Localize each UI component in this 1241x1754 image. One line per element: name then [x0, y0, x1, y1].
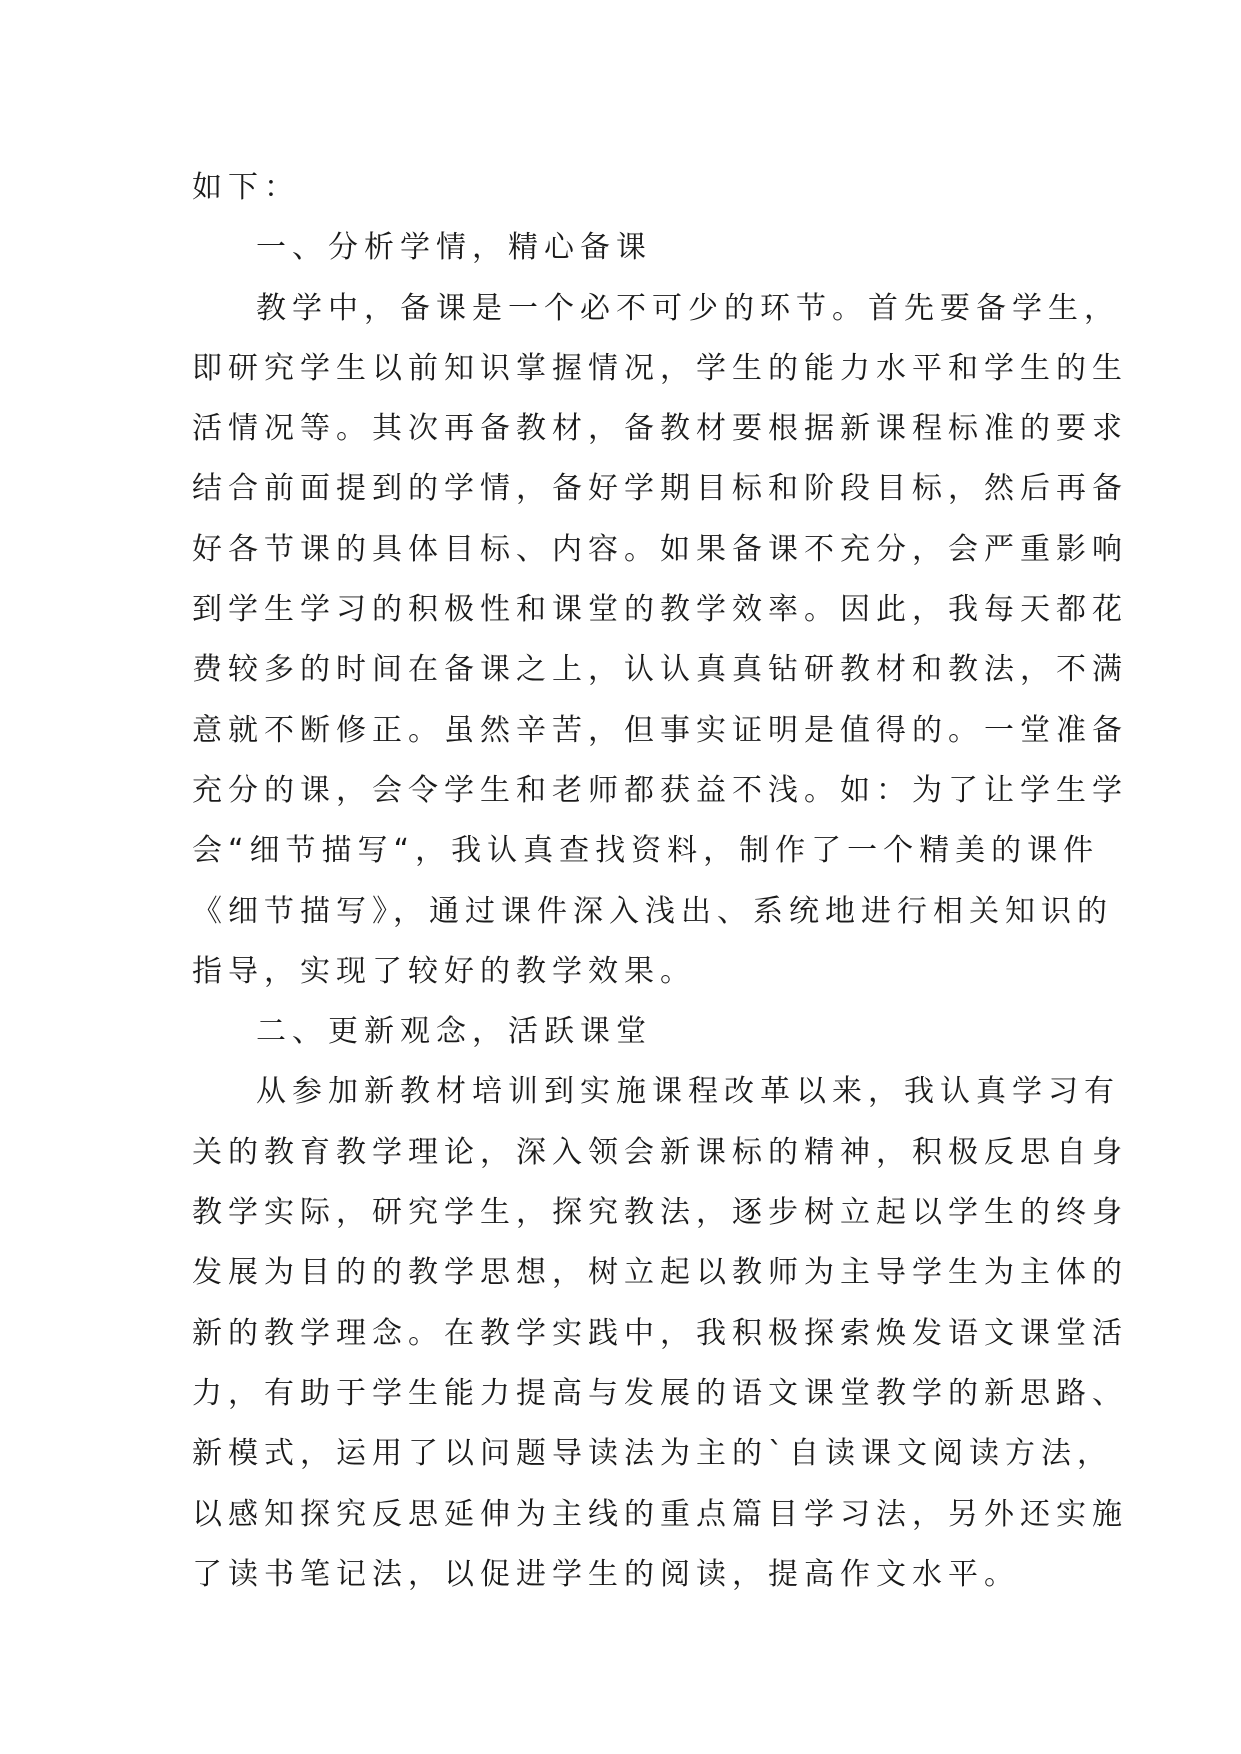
text-line: 费较多的时间在备课之上，认认真真钻研教材和教法，不满: [192, 652, 1128, 688]
text-line: 《细节描写》，通过课件深入浅出、系统地进行相关知识的: [192, 893, 1113, 929]
text-line: 结合前面提到的学情，备好学期目标和阶段目标，然后再备: [192, 471, 1128, 507]
text-line: 从参加新教材培训到实施课程改革以来，我认真学习有: [256, 1074, 1120, 1110]
text-line: 到学生学习的积极性和课堂的教学效率。因此，我每天都花: [192, 592, 1128, 628]
text-line: 好各节课的具体目标、内容。如果备课不充分，会严重影响: [192, 531, 1128, 567]
text-line: 发展为目的的教学思想，树立起以教师为主导学生为主体的: [192, 1255, 1128, 1291]
section-heading: 一、分析学情，精心备课: [256, 230, 652, 266]
text-line: 以感知探究反思延伸为主线的重点篇目学习法，另外还实施: [192, 1496, 1128, 1532]
text-line: 充分的课，会令学生和老师都获益不浅。如：为了让学生学: [192, 772, 1128, 808]
text-line: 即研究学生以前知识掌握情况，学生的能力水平和学生的生: [192, 350, 1128, 386]
text-line: 力，有助于学生能力提高与发展的语文课堂教学的新思路、: [192, 1375, 1128, 1411]
text-line: 活情况等。其次再备教材，备教材要根据新课程标准的要求: [192, 411, 1128, 447]
text-line: 会“细节描写“，我认真查找资料，制作了一个精美的课件: [192, 833, 1100, 869]
text-line: 教学实际，研究学生，探究教法，逐步树立起以学生的终身: [192, 1195, 1128, 1231]
text-line: 了读书笔记法，以促进学生的阅读，提高作文水平。: [192, 1556, 1020, 1592]
text-line: 新的教学理念。在教学实践中，我积极探索焕发语文课堂活: [192, 1315, 1128, 1351]
text-line: 新模式，运用了以问题导读法为主的`自读课文阅读方法，: [192, 1436, 1113, 1472]
text-line: 意就不断修正。虽然辛苦，但事实证明是值得的。一堂准备: [192, 712, 1128, 748]
document-body: [192, 158, 1128, 1605]
text-line: 关的教育教学理论，深入领会新课标的精神，积极反思自身: [192, 1134, 1128, 1170]
text-line: 指导，实现了较好的教学效果。: [192, 953, 696, 989]
section-heading: 二、更新观念，活跃课堂: [256, 1014, 652, 1050]
text-line: 如下：: [192, 170, 300, 205]
text-line: 教学中，备课是一个必不可少的环节。首先要备学生，: [256, 290, 1120, 326]
